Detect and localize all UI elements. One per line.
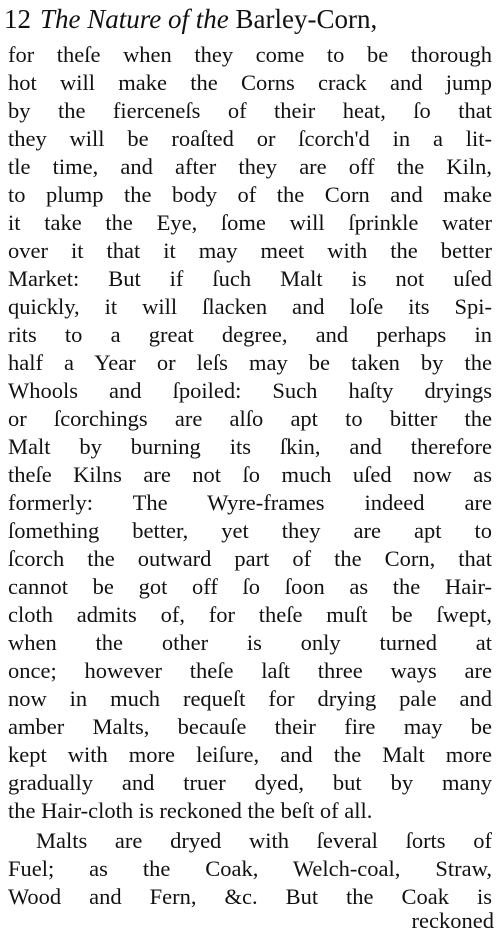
text-line: hot will make the Corns crack and jump (8, 70, 492, 95)
page-number: 12 (4, 4, 31, 34)
text-line: now in much requeſt for drying pale and (8, 686, 492, 711)
text-line: kept with more leiſure, and the Malt more (8, 742, 492, 767)
text-line: Malts are dryed with ſeveral ſorts of (36, 828, 492, 853)
text-line: by the fierceneſs of their heat, ſo that (8, 98, 492, 123)
text-line: for theſe when they come to be thorough (8, 42, 492, 67)
text-line: amber Malts, becauſe their fire may be (8, 714, 492, 739)
text-line: Malt by burning its ſkin, and therefore (8, 434, 492, 459)
text-line: to plump the body of the Corn and make (8, 182, 492, 207)
running-header (4, 2, 498, 36)
text-line: gradually and truer dyed, but by many (8, 770, 492, 795)
header-title-roman: Barley-Corn, (235, 4, 378, 34)
text-line: cannot be got off ſo ſoon as the Hair- (8, 574, 492, 599)
text-line: ſcorch the outward part of the Corn, that (8, 546, 492, 571)
text-line: quickly, it will ſlacken and loſe its Spi- (8, 294, 492, 319)
text-line: the Hair-cloth is reckoned the beſt of all. (8, 798, 373, 823)
text-line: Wood and Fern, &c. But the Coak is (8, 884, 492, 909)
text-line: rits to a great degree, and perhaps in (8, 322, 492, 347)
text-line: over it that it may meet with the better (8, 238, 492, 263)
text-line: Fuel; as the Coak, Welch-coal, Straw, (8, 856, 492, 881)
text-line: theſe Kilns are not ſo much uſed now as (8, 462, 492, 487)
text-line: it take the Eye, ſome will ſprinkle water (8, 210, 492, 235)
text-line: formerly: The Wyre-frames indeed are (8, 490, 492, 515)
text-line: half a Year or leſs may be taken by the (8, 350, 492, 375)
text-line: when the other is only turned at (8, 630, 492, 655)
text-line: Whools and ſpoiled: Such haſty dryings (8, 378, 492, 403)
text-line: they will be roaſted or ſcorch'd in a lit- (8, 126, 492, 151)
text-line: ſomething better, yet they are apt to (8, 518, 492, 543)
text-line: or ſcorchings are alſo apt to bitter the (8, 406, 492, 431)
header-title-italic: The Nature of the (40, 4, 229, 34)
text-line: cloth admits of, for theſe muſt be ſwept, (8, 602, 492, 627)
text-line: tle time, and after they are off the Kiln, (8, 154, 492, 179)
text-line: once; however theſe laſt three ways are (8, 658, 492, 683)
text-line: Market: But if ſuch Malt is not uſed (8, 266, 492, 291)
catchword: reckoned (411, 908, 494, 933)
